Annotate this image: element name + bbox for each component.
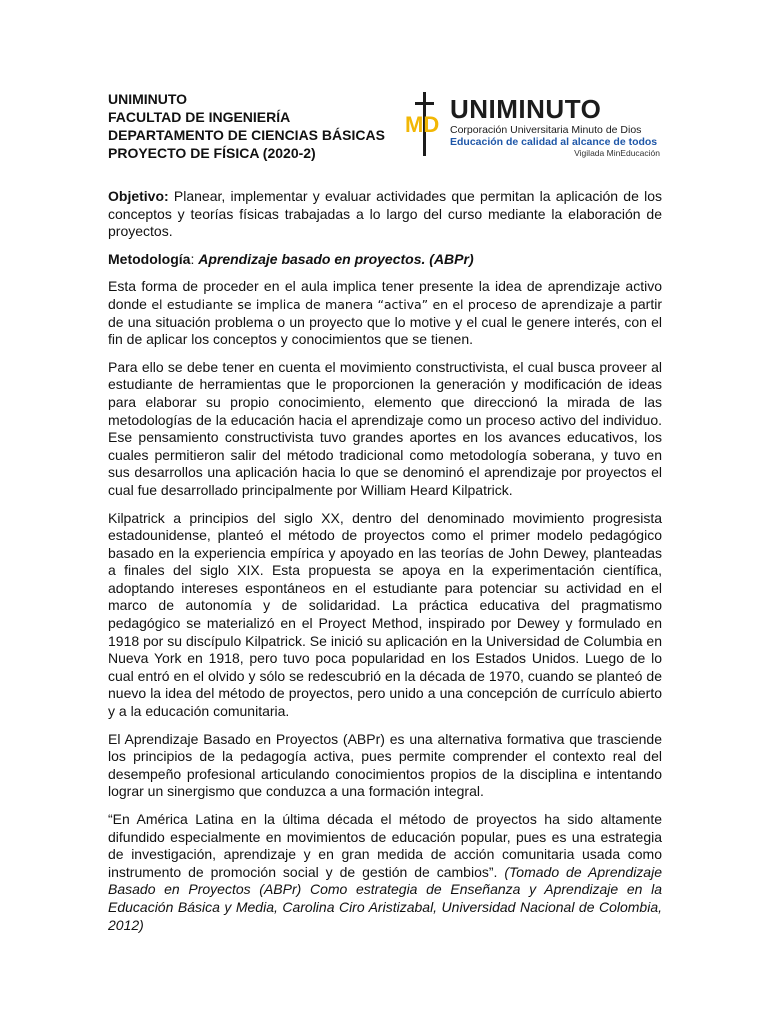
document-body [108,188,662,944]
institution-heading [108,90,385,162]
paragraph-constructivism: Para ello se debe tener en cuenta el movimiento constructivista, el cual busca proveer al estudiante de herramientas que le proporcionen la generación y modificación de ideas para elaborar su propio conocimiento, elemento que direccionó la mirada de las metodologías de la educación hacia el aprendizaje como un proceso activo del individuo. Ese pensamiento constructivista tuvo grandes aportes en los avances educativos, los cuales permitieron salir del método tradicional como metodología soberana, y tuvo en sus desarrollos una aplicación hacia lo que se denominó el aprendizaje por proyectos el cual fue desarrollado principalmente por William Heard Kilpatrick. [108,358,662,498]
paragraph-1-part-b: el estudiante se implica de manera “activa” en el proceso de aprendizaje [151,296,614,312]
document-header [108,90,660,170]
quote-text: “En América Latina en la última década el método de proyectos ha sido altamente difundido especialmente en movimientos de educación popular, pues es una estrategia de investigación, aprendizaje y en gran medida de acción comunitaria usada como instrumento de promoción social y de gestión de cambios”. [108,811,662,880]
logo-footer: Vigilada MinEducación [574,148,660,158]
logo-subtitle: Corporación Universitaria Minuto de Dios [450,124,642,136]
paragraph-abpr: El Aprendizaje Basado en Proyectos (ABPr) es una alternativa formativa que trasciende los principios de la pedagogía activa, pues permite comprender el contexto real del desempeño profesional articulando conocimientos propios de la disciplina e intentando lograr un sinergismo que conduzca a una formación integral. [108,730,662,800]
methodology-heading [108,251,662,269]
logo-name: UNIMINUTO [450,94,602,124]
logo-tagline: Educación de calidad al alcance de todos [450,136,658,148]
heading-line-project: PROYECTO DE FÍSICA (2020-2) [108,145,316,161]
objective-text: Planear, implementar y evaluar actividades que permitan la aplicación de los conceptos y teorías físicas trabajadas a lo largo del curso mediante la elaboración de proyectos. [108,188,662,240]
paragraph-kilpatrick: Kilpatrick a principios del siglo XX, dentro del denominado movimiento progresista estadounidense, planteó el método de proyectos como el primer modelo pedagógico basado en la experiencia empírica y apoyado en las teorías de John Dewey, planteadas a finales del siglo XIX. Esta propuesta se apoya en la experimentación científica, adoptando intereses espontáneos en el estudiante para potenciar su actividad en el marco de autonomía y de solidaridad. La práctica educativa del pragmatismo pedagógico se materializó en el Proyect Method, inspirado por Dewey y formulado en 1918 por su discípulo Kilpatrick. Se inició su aplicación en la Universidad de Columbia en Nueva York en 1918, pero tuvo poca popularidad en los Estados Unidos. Luego de lo cual entró en el olvido y sólo se redescubrió en la década de 1970, cuando se planteó de nuevo la idea del método de proyectos, pero unido a una concepción de currículo abierto y a la educación comunitaria. [108,509,662,720]
logo-mark-text: MD [405,112,440,137]
heading-line-university: UNIMINUTO [108,91,188,107]
quote-citation: (Tomado de Aprendizaje Basado en Proyectos (ABPr) Como estrategia de Enseñanza y Aprendizaje en la Educación Básica y Media, Carolina Ciro Aristizabal, Universidad Nacional de Colombia, 2012) [108,863,662,933]
logo-cross-md-icon [404,92,446,156]
objective-label: Objetivo: [108,188,169,204]
paragraph-1-part-c: a partir de una situación problema o un proyecto que lo motive y el cual le genere interés, con el fin de aplicar los conceptos y conocimientos que se tienen. [108,295,662,348]
paragraph-active-learning [108,278,662,348]
methodology-colon: : [190,250,199,267]
paragraph-1-part-a: Esta forma de proceder en el aula implica tener presente la idea de aprendizaje activo donde [108,278,662,312]
heading-line-department: DEPARTAMENTO DE CIENCIAS BÁSICAS [108,127,385,143]
methodology-label: Metodología [108,250,191,267]
paragraph-quote [108,811,662,934]
heading-line-faculty: FACULTAD DE INGENIERÍA [108,109,291,125]
uniminuto-logo [404,90,660,162]
methodology-title: Aprendizaje basado en proyectos. (ABPr) [198,250,474,267]
objective-paragraph [108,188,662,241]
